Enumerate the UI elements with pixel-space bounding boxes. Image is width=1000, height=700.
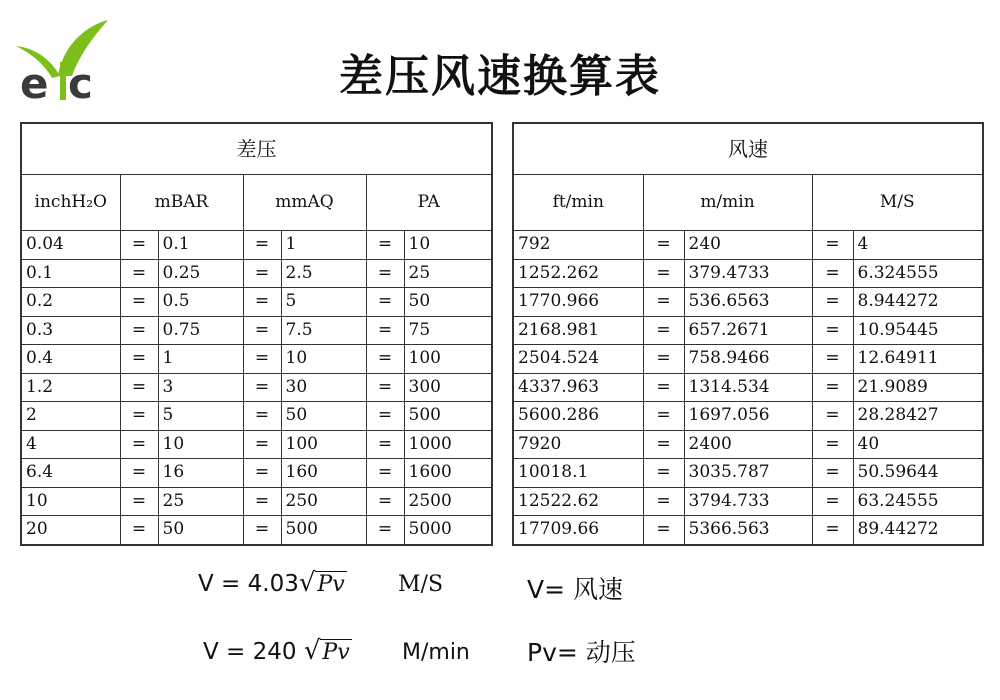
velocity-cell: 21.9089: [853, 373, 983, 402]
pressure-cell: 7.5: [281, 316, 366, 345]
formula-mmin-radicand: Pv: [322, 640, 350, 665]
velocity-cell: 1252.262: [513, 259, 643, 288]
pressure-cell: 1000: [404, 430, 492, 459]
velocity-cell: 40: [853, 430, 983, 459]
pressure-row: [21, 316, 492, 345]
velocity-row: [513, 430, 983, 459]
equals-sign: =: [812, 345, 853, 374]
equals-sign: =: [120, 231, 158, 260]
equals-sign: =: [366, 231, 404, 260]
velocity-cell: 89.44272: [853, 516, 983, 545]
equals-sign: =: [812, 373, 853, 402]
formula-ms: [198, 568, 347, 598]
equals-sign: =: [366, 487, 404, 516]
pressure-row: [21, 345, 492, 374]
pressure-row: [21, 459, 492, 488]
pressure-cell: 25: [404, 259, 492, 288]
pressure-cell: 0.5: [158, 288, 243, 317]
velocity-col-ms: M/S: [812, 175, 983, 231]
velocity-row: [513, 459, 983, 488]
pressure-cell: 500: [404, 402, 492, 431]
pressure-row: [21, 231, 492, 260]
equals-sign: =: [243, 259, 281, 288]
velocity-cell: 2400: [684, 430, 812, 459]
pressure-cell: 100: [281, 430, 366, 459]
velocity-cell: 1314.534: [684, 373, 812, 402]
pressure-cell: 0.04: [21, 231, 120, 260]
equals-sign: =: [366, 345, 404, 374]
pressure-cell: 0.3: [21, 316, 120, 345]
legend-pv: Pv= 动压: [527, 638, 636, 667]
equals-sign: =: [243, 487, 281, 516]
equals-sign: =: [243, 316, 281, 345]
equals-sign: =: [812, 459, 853, 488]
velocity-cell: 63.24555: [853, 487, 983, 516]
equals-sign: =: [643, 430, 684, 459]
velocity-cell: 1697.056: [684, 402, 812, 431]
equals-sign: =: [120, 316, 158, 345]
velocity-cell: 657.2671: [684, 316, 812, 345]
equals-sign: =: [243, 373, 281, 402]
velocity-cell: 3035.787: [684, 459, 812, 488]
equals-sign: =: [366, 516, 404, 545]
pressure-title: 差压: [21, 123, 492, 175]
equals-sign: =: [643, 402, 684, 431]
velocity-row: [513, 231, 983, 260]
equals-sign: =: [366, 373, 404, 402]
velocity-cell: 2504.524: [513, 345, 643, 374]
equals-sign: =: [120, 373, 158, 402]
equals-sign: =: [120, 259, 158, 288]
formula-mmin: [203, 636, 352, 666]
equals-sign: =: [643, 459, 684, 488]
velocity-cell: 4337.963: [513, 373, 643, 402]
pressure-cell: 10: [21, 487, 120, 516]
logo-letter-e: e: [20, 59, 49, 102]
equals-sign: =: [643, 259, 684, 288]
pressure-cell: 0.75: [158, 316, 243, 345]
velocity-cell: 2168.981: [513, 316, 643, 345]
pressure-cell: 500: [281, 516, 366, 545]
velocity-cell: 28.28427: [853, 402, 983, 431]
velocity-cell: 10018.1: [513, 459, 643, 488]
equals-sign: =: [643, 316, 684, 345]
pressure-col-mbar: mBAR: [120, 175, 243, 231]
equals-sign: =: [120, 345, 158, 374]
pressure-row: [21, 430, 492, 459]
velocity-cell: 792: [513, 231, 643, 260]
equals-sign: =: [812, 288, 853, 317]
pressure-cell: 10: [281, 345, 366, 374]
equals-sign: =: [243, 402, 281, 431]
equals-sign: =: [643, 345, 684, 374]
velocity-row: [513, 316, 983, 345]
pressure-cell: 0.1: [21, 259, 120, 288]
velocity-cell: 1770.966: [513, 288, 643, 317]
equals-sign: =: [120, 487, 158, 516]
equals-sign: =: [243, 231, 281, 260]
equals-sign: =: [812, 516, 853, 545]
pressure-cell: 1.2: [21, 373, 120, 402]
pressure-cell: 0.2: [21, 288, 120, 317]
pressure-cell: 0.25: [158, 259, 243, 288]
pressure-cell: 5: [281, 288, 366, 317]
pressure-cell: 20: [21, 516, 120, 545]
sqrt-symbol: √: [303, 636, 321, 666]
pressure-cell: 1: [281, 231, 366, 260]
pressure-cell: 50: [158, 516, 243, 545]
velocity-cell: 7920: [513, 430, 643, 459]
velocity-row: [513, 288, 983, 317]
pressure-cell: 0.1: [158, 231, 243, 260]
formula-mmin-lhs: V = 240: [203, 639, 304, 665]
pressure-cell: 2: [21, 402, 120, 431]
velocity-table: [512, 122, 984, 546]
equals-sign: =: [643, 516, 684, 545]
pressure-row: [21, 288, 492, 317]
velocity-cell: 10.95445: [853, 316, 983, 345]
pressure-row: [21, 487, 492, 516]
equals-sign: =: [366, 430, 404, 459]
legend-v: V= 风速: [527, 575, 623, 604]
formula-mmin-unit: M/min: [402, 640, 470, 665]
formula-ms-lhs: V = 4.03: [198, 571, 299, 597]
pressure-cell: 3: [158, 373, 243, 402]
velocity-row: [513, 373, 983, 402]
pressure-cell: 160: [281, 459, 366, 488]
velocity-cell: 3794.733: [684, 487, 812, 516]
pressure-table: [20, 122, 493, 546]
pressure-cell: 250: [281, 487, 366, 516]
equals-sign: =: [366, 402, 404, 431]
equals-sign: =: [243, 516, 281, 545]
velocity-cell: 240: [684, 231, 812, 260]
sqrt-symbol: √: [298, 568, 316, 598]
pressure-cell: 6.4: [21, 459, 120, 488]
pressure-cell: 1: [158, 345, 243, 374]
pressure-col-inchh2o: inchH₂O: [21, 175, 120, 231]
pressure-cell: 50: [404, 288, 492, 317]
page-title: 差压风速换算表: [339, 51, 661, 102]
equals-sign: =: [812, 231, 853, 260]
equals-sign: =: [643, 231, 684, 260]
pressure-cell: 100: [404, 345, 492, 374]
velocity-row: [513, 345, 983, 374]
equals-sign: =: [366, 459, 404, 488]
velocity-cell: 5600.286: [513, 402, 643, 431]
velocity-cell: 758.9466: [684, 345, 812, 374]
velocity-row: [513, 516, 983, 545]
velocity-cell: 12522.62: [513, 487, 643, 516]
equals-sign: =: [366, 259, 404, 288]
pressure-cell: 30: [281, 373, 366, 402]
equals-sign: =: [243, 288, 281, 317]
velocity-cell: 8.944272: [853, 288, 983, 317]
equals-sign: =: [366, 288, 404, 317]
pressure-cell: 2500: [404, 487, 492, 516]
pressure-col-mmaq: mmAQ: [243, 175, 366, 231]
formula-ms-unit: M/S: [398, 572, 444, 597]
pressure-cell: 75: [404, 316, 492, 345]
equals-sign: =: [643, 288, 684, 317]
pressure-cell: 2.5: [281, 259, 366, 288]
pressure-row: [21, 516, 492, 545]
equals-sign: =: [243, 459, 281, 488]
equals-sign: =: [243, 345, 281, 374]
equals-sign: =: [120, 459, 158, 488]
equals-sign: =: [643, 487, 684, 516]
pressure-cell: 0.4: [21, 345, 120, 374]
pressure-cell: 25: [158, 487, 243, 516]
velocity-cell: 536.6563: [684, 288, 812, 317]
pressure-cell: 300: [404, 373, 492, 402]
equals-sign: =: [243, 430, 281, 459]
pressure-row: [21, 373, 492, 402]
velocity-col-ftmin: ft/min: [513, 175, 643, 231]
pressure-row: [21, 259, 492, 288]
velocity-row: [513, 487, 983, 516]
equals-sign: =: [812, 259, 853, 288]
equals-sign: =: [120, 430, 158, 459]
pressure-cell: 10: [158, 430, 243, 459]
pressure-cell: 5: [158, 402, 243, 431]
pressure-row: [21, 402, 492, 431]
equals-sign: =: [120, 288, 158, 317]
velocity-title: 风速: [513, 123, 983, 175]
velocity-cell: 4: [853, 231, 983, 260]
equals-sign: =: [812, 402, 853, 431]
pressure-col-pa: PA: [366, 175, 492, 231]
velocity-cell: 50.59644: [853, 459, 983, 488]
equals-sign: =: [812, 487, 853, 516]
velocity-cell: 379.4733: [684, 259, 812, 288]
pressure-cell: 10: [404, 231, 492, 260]
velocity-row: [513, 259, 983, 288]
velocity-cell: 12.64911: [853, 345, 983, 374]
equals-sign: =: [643, 373, 684, 402]
velocity-row: [513, 402, 983, 431]
velocity-cell: 6.324555: [853, 259, 983, 288]
pressure-cell: 1600: [404, 459, 492, 488]
pressure-cell: 16: [158, 459, 243, 488]
logo-letter-c: c: [68, 59, 93, 102]
velocity-cell: 17709.66: [513, 516, 643, 545]
pressure-cell: 4: [21, 430, 120, 459]
equals-sign: =: [120, 516, 158, 545]
velocity-cell: 5366.563: [684, 516, 812, 545]
equals-sign: =: [120, 402, 158, 431]
pressure-cell: 50: [281, 402, 366, 431]
equals-sign: =: [366, 316, 404, 345]
equals-sign: =: [812, 316, 853, 345]
pressure-cell: 5000: [404, 516, 492, 545]
formula-ms-radicand: Pv: [317, 572, 345, 597]
velocity-col-mmin: m/min: [643, 175, 812, 231]
equals-sign: =: [812, 430, 853, 459]
